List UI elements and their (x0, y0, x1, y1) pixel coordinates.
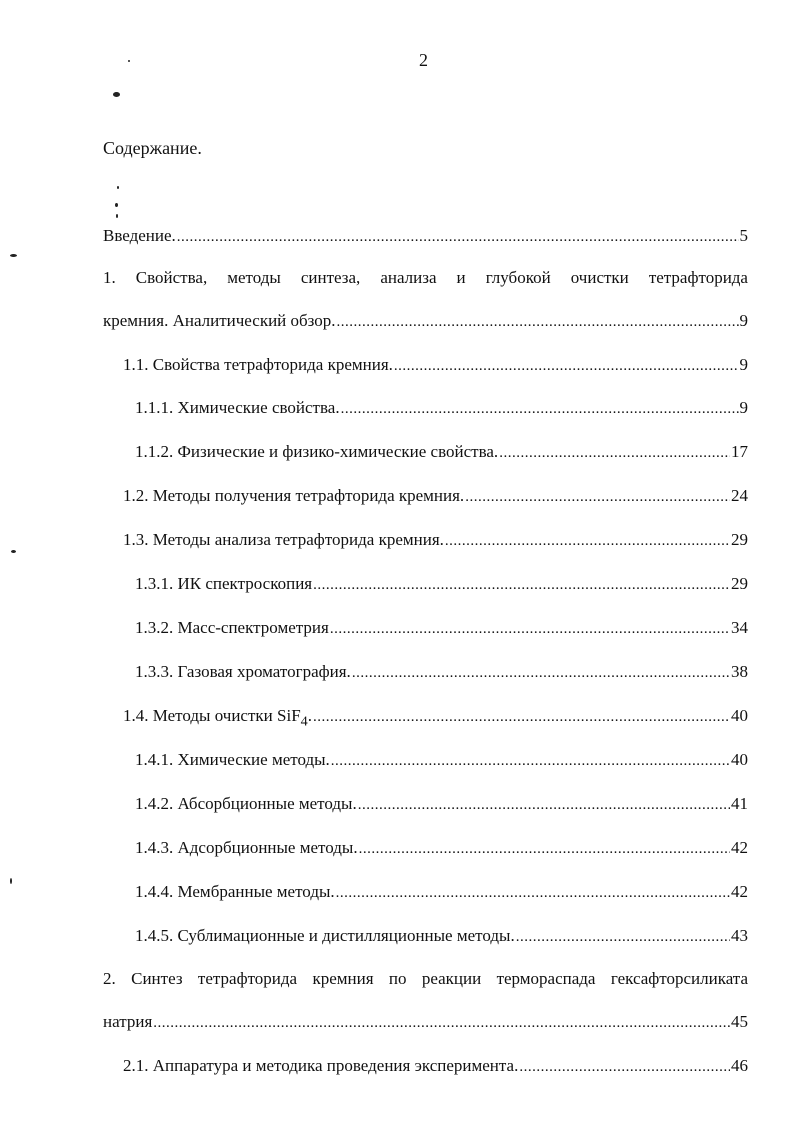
toc-label: Введение. (103, 226, 176, 245)
toc-page: 29 (731, 530, 748, 549)
toc-leader (330, 621, 730, 638)
toc-word: терморaспада (496, 969, 596, 988)
toc-entry-1-4-1 (135, 750, 748, 774)
toc-leader (336, 885, 730, 902)
page-number: 2 (419, 50, 428, 70)
toc-entry-1-3-2 (135, 618, 748, 642)
toc-label: кремния. Аналитический обзор. (103, 311, 336, 330)
toc-page: 24 (731, 486, 748, 505)
toc-entry-introduction (103, 226, 748, 250)
toc-label: 1.3.3. Газовая хроматография. (135, 662, 351, 681)
toc-page: 46 (731, 1056, 748, 1075)
toc-word: глубокой (485, 268, 551, 287)
toc-page: 41 (731, 794, 748, 813)
toc-leader (445, 533, 730, 550)
toc-page: 9 (739, 355, 748, 374)
toc-word: методы (227, 268, 281, 287)
toc-label: 2.1. Аппаратура и методика проведения эксперимента. (123, 1056, 519, 1075)
toc-leader (516, 929, 730, 946)
toc-word: реакции (421, 969, 482, 988)
toc-label: 1.3.2. Масс-спектрометрия (135, 618, 329, 637)
toc-leader (352, 665, 730, 682)
toc-entry-1-1 (123, 355, 748, 379)
toc-page: 9 (739, 311, 748, 330)
toc-label: натрия (103, 1012, 153, 1031)
toc-word: анализа (380, 268, 437, 287)
scan-speck (116, 214, 118, 218)
toc-page: 5 (739, 226, 748, 245)
toc-entry-1-1-1 (135, 398, 748, 422)
toc-leader (313, 709, 730, 726)
toc-page: 43 (731, 926, 748, 945)
toc-label: 1.1.1. Химические свойства. (135, 398, 340, 417)
toc-leader (358, 797, 730, 814)
toc-page: 42 (731, 882, 748, 901)
toc-leader (519, 1059, 730, 1076)
toc-page: 45 (731, 1012, 748, 1031)
toc-label-text: 1.4. Методы очистки SiF (123, 706, 301, 725)
toc-leader (331, 753, 730, 770)
toc-label: 1.3. Методы анализа тетрафторида кремния. (123, 530, 444, 549)
toc-word: Синтез (131, 969, 183, 988)
toc-entry-1-3-1 (135, 574, 748, 598)
toc-word: гексафторсиликата (610, 969, 748, 988)
toc-page: 42 (731, 838, 748, 857)
toc-page: 40 (731, 750, 748, 769)
toc-label: 1.2. Методы получения тетрафторида кремния. (123, 486, 465, 505)
toc-entry-2-1 (123, 1056, 748, 1080)
toc-page: 9 (739, 398, 748, 417)
toc-entry-chapter-2-line-1 (103, 969, 748, 993)
toc-word: очистки (570, 268, 629, 287)
toc-page: 17 (731, 442, 748, 461)
scan-speck (128, 60, 130, 62)
toc-entry-1-4-2 (135, 794, 748, 818)
toc-word: по (388, 969, 407, 988)
toc-label: 1.4.4. Мембранные методы. (135, 882, 335, 901)
scan-speck (10, 254, 17, 257)
toc-label: 1.4.1. Химические методы. (135, 750, 330, 769)
toc-label (123, 706, 312, 730)
toc-entry-chapter-2-line-2 (103, 1012, 748, 1036)
toc-page: 40 (731, 706, 748, 725)
toc-label-subscript: 4 (300, 713, 308, 730)
toc-entry-1-3 (123, 530, 748, 554)
toc-word: тетрафторида (648, 268, 748, 287)
scan-speck (115, 203, 118, 207)
toc-label: 1.4.3. Адсорбционные методы. (135, 838, 358, 857)
scan-speck (117, 186, 119, 189)
toc-entry-1-4-5 (135, 926, 748, 950)
toc-page: 38 (731, 662, 748, 681)
toc-leader (465, 489, 730, 506)
toc-leader (499, 445, 730, 462)
scan-speck (11, 550, 16, 553)
toc-word: кремния (312, 969, 374, 988)
toc-word: тетрафторида (197, 969, 298, 988)
toc-label: 1.4.2. Абсорбционные методы. (135, 794, 357, 813)
toc-label: 1.1.2. Физические и физико-химические свойства. (135, 442, 499, 461)
toc-leader (177, 229, 739, 246)
toc-label: 1.1. Свойства тетрафторида кремния. (123, 355, 393, 374)
toc-entry-chapter-1-line-2 (103, 311, 748, 335)
toc-entry-1-1-2 (135, 442, 748, 466)
toc-leader (313, 577, 730, 594)
toc-entry-1-4 (123, 706, 748, 730)
toc-word: 2. (103, 969, 116, 988)
toc-entry-1-2 (123, 486, 748, 510)
toc-entry-1-3-3 (135, 662, 748, 686)
toc-leader (359, 841, 730, 858)
toc-leader (337, 314, 739, 331)
toc-word: 1. (103, 268, 116, 287)
toc-leader (341, 401, 739, 418)
scan-speck (113, 92, 120, 97)
toc-word: Свойства, (135, 268, 208, 287)
toc-leader (394, 358, 739, 375)
toc-label: 1.3.1. ИК спектроскопия (135, 574, 313, 593)
toc-entry-1-4-4 (135, 882, 748, 906)
toc-page: 34 (731, 618, 748, 637)
toc-leader (153, 1015, 730, 1032)
toc-page: 29 (731, 574, 748, 593)
toc-entry-1-4-3 (135, 838, 748, 862)
toc-label: 1.4.5. Сублимационные и дистилляционные методы. (135, 926, 515, 945)
toc-word: и (456, 268, 466, 287)
scan-speck (10, 878, 12, 884)
toc-word: синтеза, (300, 268, 361, 287)
toc-entry-chapter-1-line-1 (103, 268, 748, 292)
toc-label-end: . (307, 706, 312, 725)
page-title: Содержание. (103, 138, 202, 158)
